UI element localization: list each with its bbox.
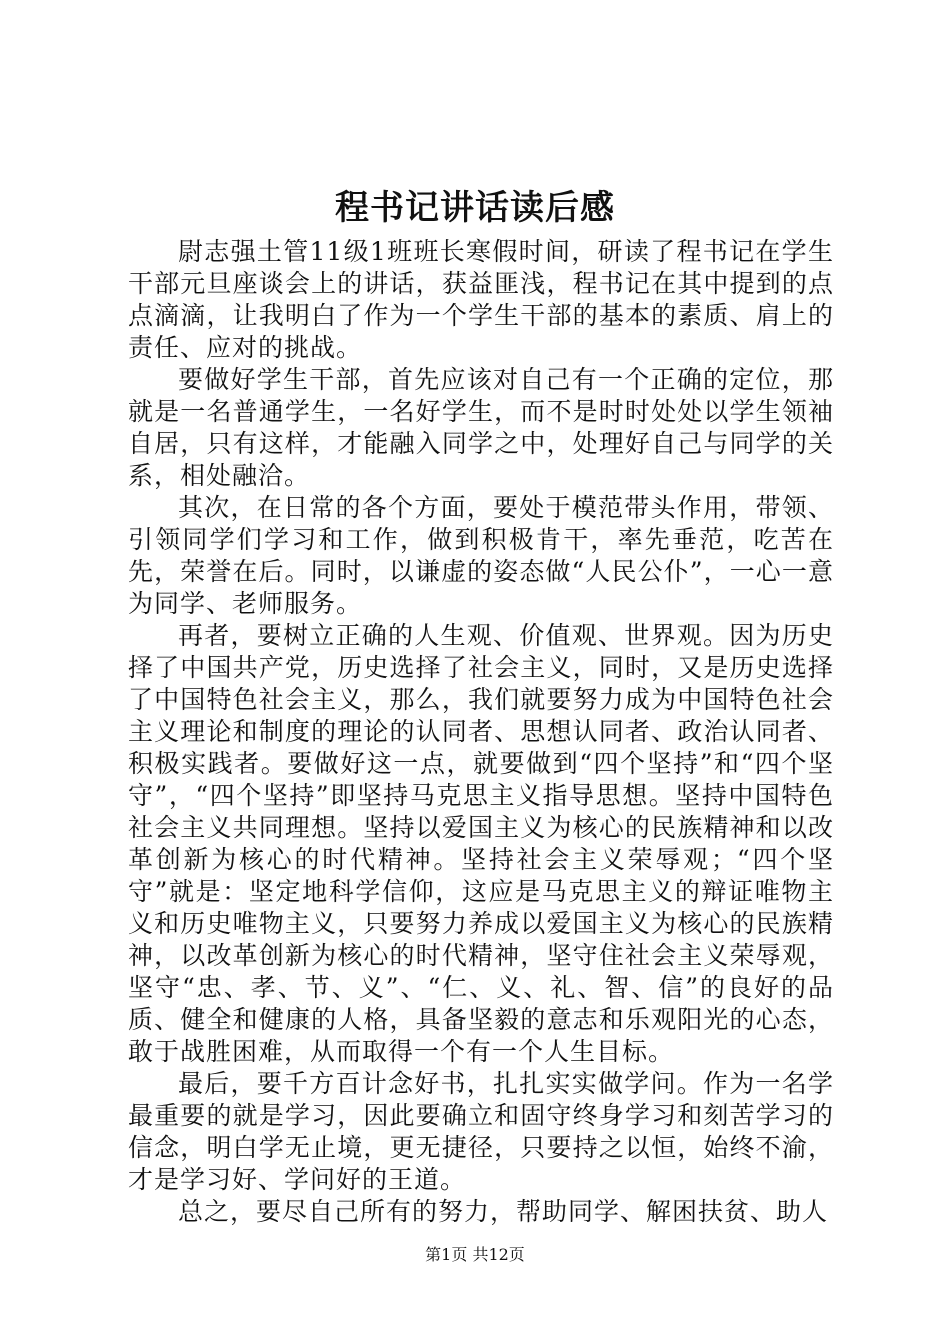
page-number-footer: 第1页 共12页	[425, 1245, 525, 1264]
paragraph-positioning: 要做好学生干部，首先应该对自己有一个正确的定位，那就是一名普通学生，一名好学生，而不是时时处处以学生领袖自居，只有这样，才能融入同学之中，处理好自己与同学的关系，相处融洽。	[128, 365, 834, 490]
document-body	[128, 236, 834, 1228]
paragraph-values: 再者，要树立正确的人生观、价值观、世界观。因为历史择了中国共产党，历史选择了社会主义，同时，又是历史选择了中国特色社会主义，那么，我们就要努力成为中国特色社会主义理论和制度的理论的认同者、思想认同者、政治认同者、积极实践者。要做好这一点，就要做到“四个坚持”和“四个坚守”，“四个坚持”即坚持马克思主义指导思想。坚持中国特色社会主义共同理想。坚持以爱国主义为核心的民族精神和以改革创新为核心的时代精神。坚持社会主义荣辱观；“四个坚守”就是：坚定地科学信仰，这应是马克思主义的辩证唯物主义和历史唯物主义，只要努力养成以爱国主义为核心的民族精神，以改革创新为核心的时代精神，坚守住社会主义荣辱观，坚守“忠、孝、节、义”、“仁、义、礼、智、信”的良好的品质、健全和健康的人格，具备坚毅的意志和乐观阳光的心态，敢于战胜困难，从而取得一个有一个人生目标。	[128, 621, 834, 1066]
paragraph-conclusion: 总之，要尽自己所有的努力，帮助同学、解困扶贫、助人	[178, 1197, 829, 1226]
paragraph-study: 最后，要千方百计念好书，扎扎实实做学问。作为一名学最重要的就是学习，因此要确立和固守终身学习和刻苦学习的信念，明白学无止境，更无捷径，只要持之以恒，始终不渝，才是学习好、学问好的王道。	[128, 1069, 834, 1194]
document-title: 程书记讲话读后感	[335, 188, 615, 228]
paragraph-role-model: 其次，在日常的各个方面，要处于模范带头作用，带领、引领同学们学习和工作，做到积极肯干，率先垂范，吃苦在先，荣誉在后。同时，以谦虚的姿态做“人民公仆”，一心一意为同学、老师服务。	[128, 493, 834, 618]
paragraph-intro: 尉志强土管11级1班班长寒假时间，研读了程书记在学生干部元旦座谈会上的讲话，获益匪浅，程书记在其中提到的点点滴滴，让我明白了作为一个学生干部的基本的素质、肩上的责任、应对的挑战。	[128, 237, 834, 362]
